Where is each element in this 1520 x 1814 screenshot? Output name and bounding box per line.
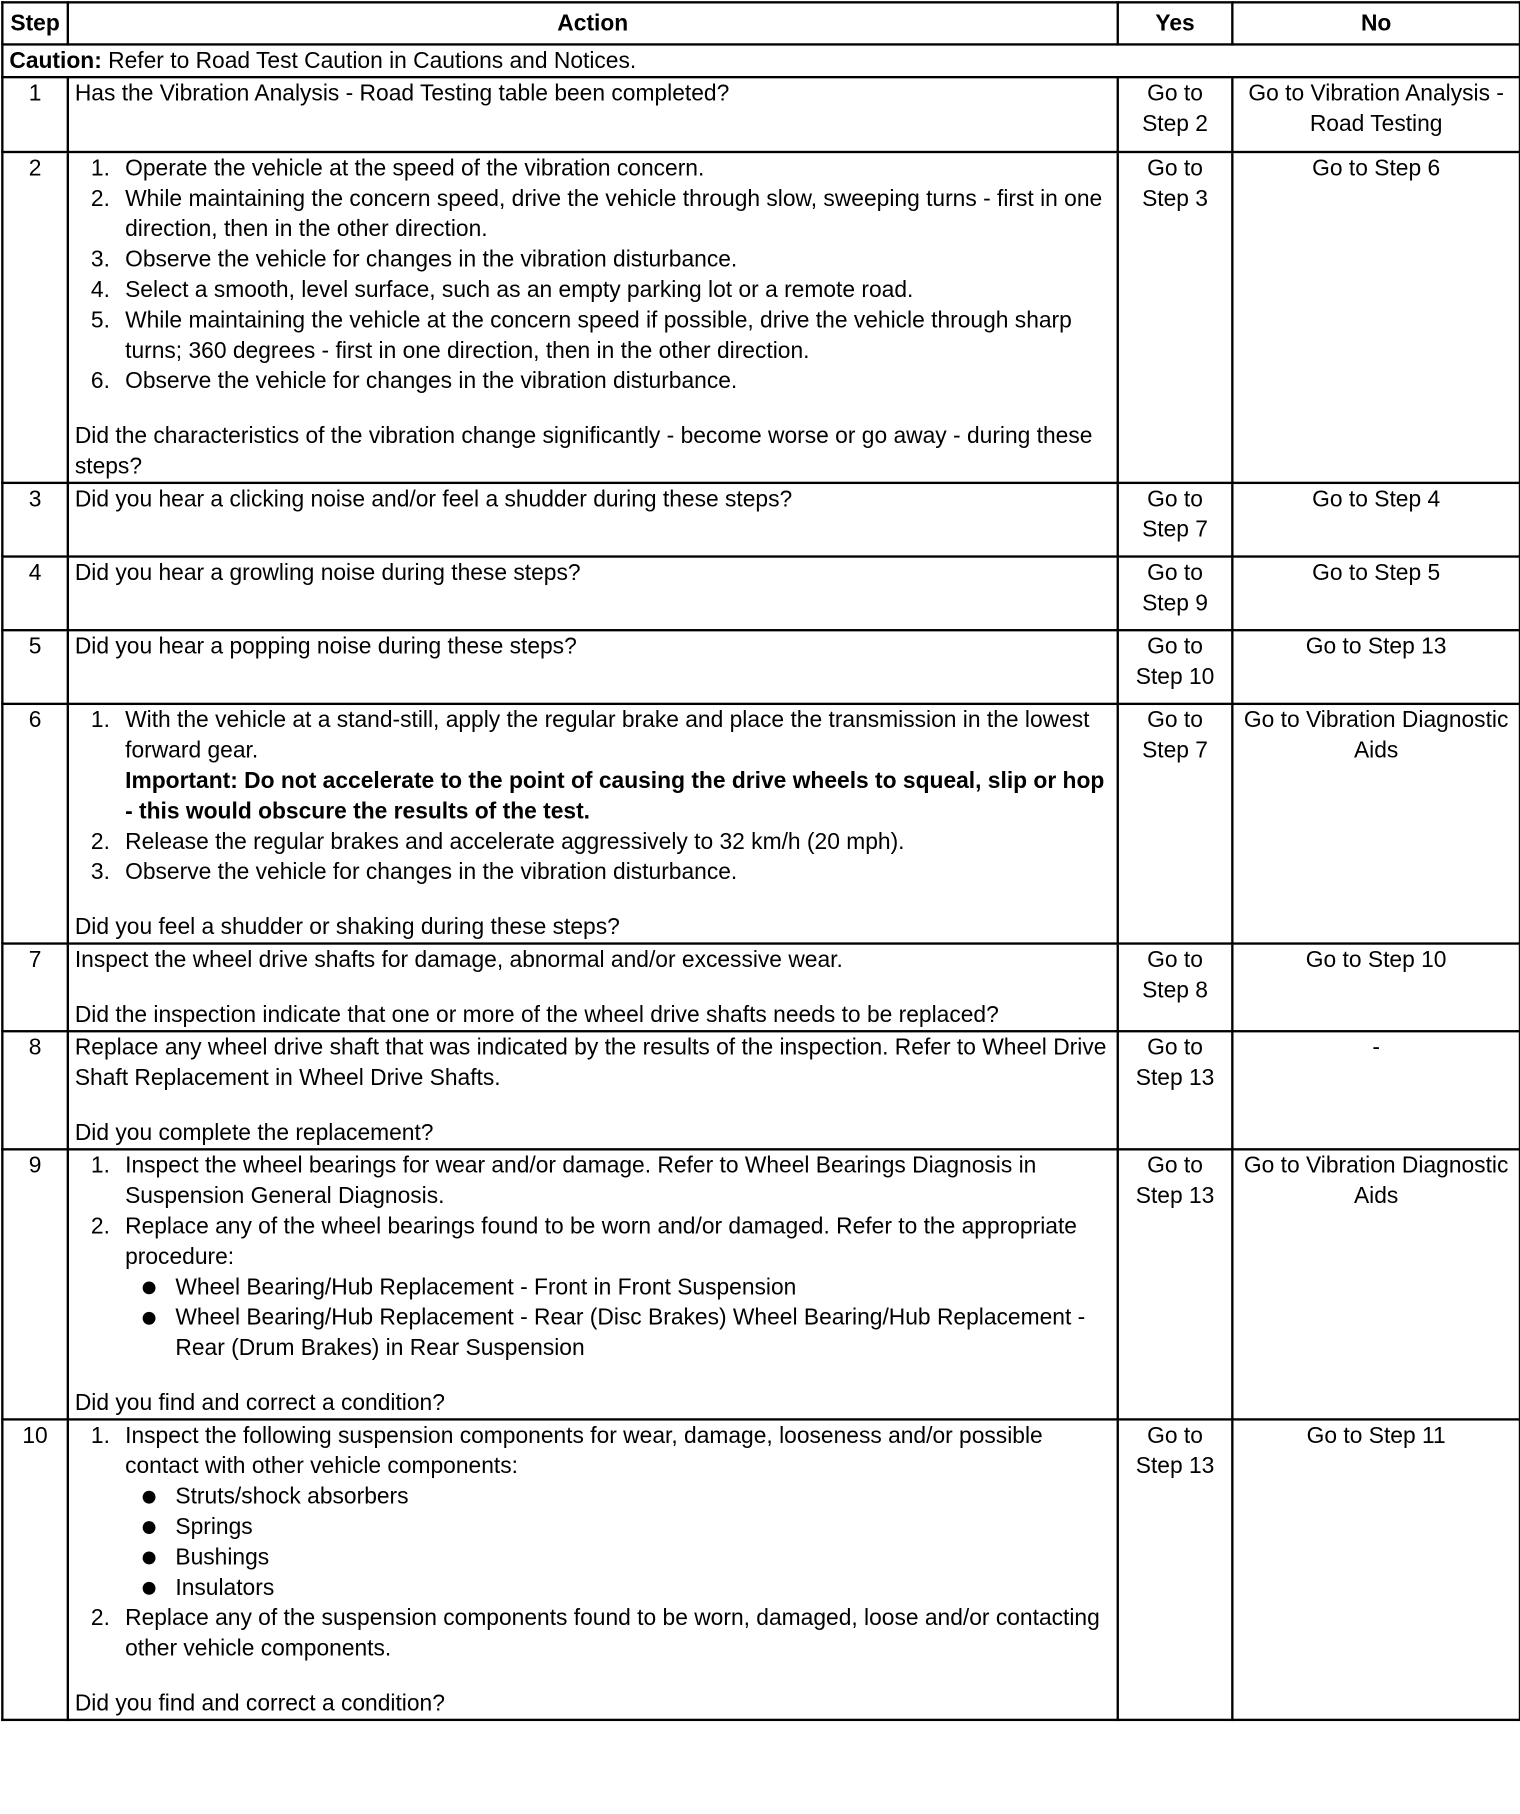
yes-link: Go to Step 10 — [1118, 630, 1233, 704]
list-item: 1. Operate the vehicle at the speed of the vibration concern. — [90, 155, 705, 182]
action-cell — [68, 944, 1118, 1032]
action-cell — [68, 630, 1118, 704]
action-question: Did you feel a shudder or shaking during these steps? — [74, 914, 620, 941]
bullet-icon — [143, 1552, 156, 1565]
yes-link: Go to Step 7 — [1118, 483, 1233, 557]
bullet-icon — [143, 1582, 156, 1595]
bullet-item: Struts/shock absorbers — [125, 1481, 1111, 1511]
no-link: Go to Step 13 — [1232, 630, 1520, 704]
list-item: 1. With the vehicle at a stand-still, apply the regular brake and place the transmission in the lowest forward gear. Important: Do not accelerate to the point of causing the drive wheels to squeal, slip or hop - this would obscure the results of the test. — [75, 705, 1111, 827]
no-link: Go to Vibration Analysis - Road Testing — [1232, 77, 1520, 152]
action-cell — [68, 77, 1118, 152]
table-row — [2, 1149, 1520, 1419]
table-row — [2, 944, 1520, 1032]
no-link: Go to Step 5 — [1232, 557, 1520, 631]
bullet-item: Springs — [125, 1512, 1111, 1542]
action-intro: Replace any wheel drive shaft that was indicated by the results of the inspection. Refer to Wheel Drive Shaft Replacement in Wheel Drive Shafts. — [74, 1034, 1107, 1091]
bullet-icon — [143, 1491, 156, 1504]
caution-label: Caution: — [9, 47, 102, 74]
action-question: Did the inspection indicate that one or more of the wheel drive shafts needs to be replaced? — [74, 1002, 999, 1028]
table-row — [2, 77, 1520, 152]
header-action: Action — [68, 2, 1118, 44]
bullet-item: Wheel Bearing/Hub Replacement - Front in Front Suspension — [125, 1272, 1111, 1302]
step-number: 2 — [2, 152, 67, 483]
table-row — [2, 557, 1520, 631]
action-steps — [75, 1150, 1111, 1363]
list-item: 2. Replace any of the suspension components found to be worn, damaged, loose and/or contacting other vehicle components. — [90, 1605, 1100, 1662]
list-item: 3. Observe the vehicle for changes in the vibration disturbance. — [90, 246, 738, 273]
table-row — [2, 1419, 1520, 1719]
step-number: 4 — [2, 557, 67, 631]
table-row — [2, 704, 1520, 944]
list-item: 4. Select a smooth, level surface, such as an empty parking lot or a remote road. — [90, 277, 914, 303]
step-number: 8 — [2, 1031, 67, 1149]
yes-link: Go to Step 2 — [1118, 77, 1233, 152]
action-question: Has the Vibration Analysis - Road Testing table been completed? — [74, 80, 730, 107]
action-question: Did you hear a popping noise during these steps? — [74, 633, 577, 660]
yes-link: Go to Step 7 — [1118, 704, 1233, 944]
caution-cell — [2, 44, 1520, 77]
list-item: 6. Observe the vehicle for changes in the vibration disturbance. — [90, 368, 738, 395]
list-item: 3. Observe the vehicle for changes in the vibration disturbance. — [90, 859, 738, 886]
caution-row — [2, 44, 1520, 77]
yes-link: Go to Step 13 — [1118, 1419, 1233, 1719]
list-item: 2. Replace any of the wheel bearings found to be worn and/or damaged. Refer to the appropriate procedure: Wheel Bearing/Hub Replacement - Front in Front Suspension Wheel Bearing/Hub Replacement - Rear (Disc Brakes) Wheel Bearing/Hub Replacement - Rear (Drum Brakes) in Rear Suspension — [75, 1211, 1111, 1363]
action-question: Did you hear a clicking noise and/or feel a shudder during these steps? — [74, 486, 793, 513]
bullet-item: Insulators — [125, 1573, 1111, 1603]
procedure-list — [125, 1272, 1111, 1363]
action-intro: Inspect the wheel drive shafts for damage, abnormal and/or excessive wear. — [74, 947, 843, 973]
no-link: Go to Vibration Diagnostic Aids — [1232, 704, 1520, 944]
diagnostic-table — [1, 1, 1520, 1721]
list-item: 2. While maintaining the concern speed, drive the vehicle through slow, sweeping turns - first in one direction, then in the other direction. — [90, 185, 1103, 243]
header-step: Step — [2, 2, 67, 44]
table-header-row — [2, 2, 1520, 44]
list-item: 1. Inspect the wheel bearings for wear and/or damage. Refer to Wheel Bearings Diagnosis in Suspension General Diagnosis. — [90, 1152, 1037, 1209]
component-list — [125, 1481, 1111, 1603]
no-link: Go to Step 11 — [1232, 1419, 1520, 1719]
list-item: 5. While maintaining the vehicle at the concern speed if possible, drive the vehicle through sharp turns; 360 degrees - first in one direction, then in the other direction. — [90, 307, 1072, 364]
no-link: Go to Step 6 — [1232, 152, 1520, 483]
yes-link: Go to Step 9 — [1118, 557, 1233, 631]
table-row — [2, 1031, 1520, 1149]
action-cell — [68, 704, 1118, 944]
table-row — [2, 630, 1520, 704]
step-number: 3 — [2, 483, 67, 557]
action-question: Did the characteristics of the vibration change significantly - become worse or go away - during these steps? — [74, 423, 1093, 480]
action-steps — [75, 153, 1111, 396]
step-number: 9 — [2, 1149, 67, 1419]
action-cell — [68, 1031, 1118, 1149]
bullet-item: Bushings — [125, 1542, 1111, 1572]
bullet-icon — [143, 1521, 156, 1534]
bullet-icon — [143, 1312, 156, 1325]
no-link: - — [1232, 1031, 1520, 1149]
step-number: 6 — [2, 704, 67, 944]
action-cell — [68, 557, 1118, 631]
bullet-item: Wheel Bearing/Hub Replacement - Rear (Disc Brakes) Wheel Bearing/Hub Replacement - Rear (Drum Brakes) in Rear Suspension — [125, 1302, 1111, 1363]
table-row — [2, 483, 1520, 557]
no-link: Go to Step 10 — [1232, 944, 1520, 1032]
list-item: 1. Inspect the following suspension components for wear, damage, looseness and/or possible contact with other vehicle components: Struts/shock absorbers Springs Bushings Insulators — [75, 1421, 1111, 1603]
no-link: Go to Vibration Diagnostic Aids — [1232, 1149, 1520, 1419]
important-note: Important: Do not accelerate to the point of causing the drive wheels to squeal, slip or hop - this would obscure the results of the test. — [125, 768, 1105, 825]
no-link: Go to Step 4 — [1232, 483, 1520, 557]
yes-link: Go to Step 13 — [1118, 1031, 1233, 1149]
action-question: Did you complete the replacement? — [74, 1120, 434, 1146]
yes-link: Go to Step 13 — [1118, 1149, 1233, 1419]
action-question: Did you find and correct a condition? — [74, 1690, 445, 1717]
yes-link: Go to Step 3 — [1118, 152, 1233, 483]
caution-text: Refer to Road Test Caution in Cautions and Notices. — [108, 47, 637, 74]
header-yes: Yes — [1118, 2, 1233, 44]
action-cell — [68, 1149, 1118, 1419]
table-row — [2, 152, 1520, 483]
bullet-icon — [143, 1281, 156, 1294]
list-item: 2. Release the regular brakes and accelerate aggressively to 32 km/h (20 mph). — [90, 828, 905, 855]
action-cell — [68, 1419, 1118, 1719]
action-cell — [68, 483, 1118, 557]
action-question: Did you hear a growling noise during these steps? — [74, 560, 581, 586]
action-steps — [75, 705, 1111, 887]
yes-link: Go to Step 8 — [1118, 944, 1233, 1032]
step-number: 7 — [2, 944, 67, 1032]
step-number: 10 — [2, 1419, 67, 1719]
step-number: 5 — [2, 630, 67, 704]
action-question: Did you find and correct a condition? — [74, 1390, 445, 1416]
step-number: 1 — [2, 77, 67, 152]
action-cell — [68, 152, 1118, 483]
header-no: No — [1232, 2, 1520, 44]
action-steps — [75, 1421, 1111, 1664]
